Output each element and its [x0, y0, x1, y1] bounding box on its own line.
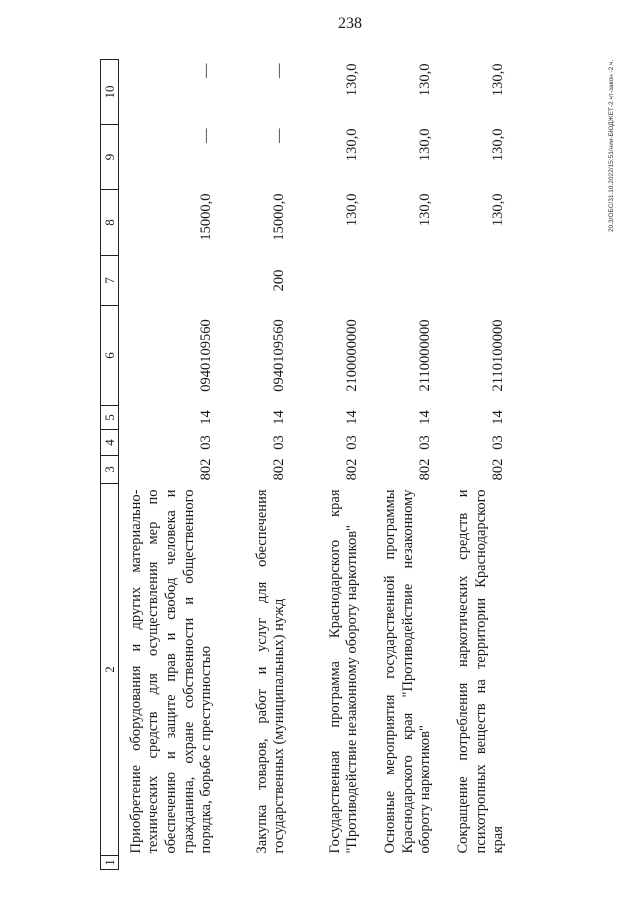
cell-rz: 03 [490, 435, 507, 450]
cell-sum-1: 130,0 [490, 193, 507, 227]
row-description: Закупка товаров, работ и услуг для обеспечения государственных (муниципальных) нужд [253, 489, 288, 854]
cell-vr [438, 256, 511, 306]
cell-sum-2: 130,0 [344, 128, 361, 162]
page-number: 238 [338, 15, 362, 32]
table-row [119, 60, 220, 870]
row-description: Сокращение потребления наркотических средств и психотропных веществ на территории Краснодарского края [454, 489, 507, 854]
cell-pr: 14 [198, 410, 215, 425]
cell-vr [292, 256, 365, 306]
cell-vr: 200 [271, 269, 288, 292]
cell-csr: 0940109560 [271, 319, 288, 392]
cell-sum-3: 130,0 [344, 63, 361, 97]
table-row [438, 60, 511, 870]
cell-sum-1: 15000,0 [198, 193, 215, 241]
cell-ved: 802 [198, 458, 215, 481]
cell-csr: 2100000000 [344, 319, 361, 392]
header-col-9: 9 [101, 125, 119, 190]
cell-ved: 802 [417, 458, 434, 481]
cell-rz: 03 [344, 435, 361, 450]
cell-ved: 802 [271, 458, 288, 481]
cell-sum-3: — [198, 63, 215, 78]
cell-rz: 03 [198, 435, 215, 450]
cell-pr: 14 [271, 410, 288, 425]
header-col-10: 10 [101, 60, 119, 125]
cell-ved: 802 [344, 458, 361, 481]
document-stamp: 20.3/ОБС/31.10.2022/15:51/нии-БЮДЖЕТ-2 чт-закон -2 ч. [608, 59, 615, 232]
header-col-7: 7 [101, 256, 119, 306]
cell-rz: 03 [417, 435, 434, 450]
column-number-header [101, 60, 119, 870]
row-description: Государственная программа Краснодарского края "Противодействие незаконному обороту наркотиков" [326, 489, 361, 854]
cell-ved: 802 [490, 458, 507, 481]
table-row [219, 60, 292, 870]
cell-sum-1: 130,0 [344, 193, 361, 227]
cell-vr [119, 256, 220, 306]
header-col-3: 3 [101, 456, 119, 484]
header-col-4: 4 [101, 430, 119, 456]
cell-csr: 2110100000 [490, 319, 507, 392]
cell-sum-3: 130,0 [417, 63, 434, 97]
cell-pr: 14 [417, 410, 434, 425]
cell-sum-1: 130,0 [417, 193, 434, 227]
header-col-8: 8 [101, 190, 119, 256]
cell-sum-2: — [198, 128, 215, 143]
cell-sum-3: — [271, 63, 288, 78]
header-col-1: 1 [101, 856, 119, 870]
row-description: Основные мероприятия государственной программы Краснодарского края "Противодействие незаконному обороту наркотиков" [381, 489, 434, 854]
budget-table [100, 59, 511, 870]
header-col-5: 5 [101, 406, 119, 430]
cell-sum-2: 130,0 [490, 128, 507, 162]
cell-csr: 2110000000 [417, 319, 434, 392]
cell-sum-2: 130,0 [417, 128, 434, 162]
cell-sum-3: 130,0 [490, 63, 507, 97]
cell-csr: 0940109560 [198, 319, 215, 392]
rotated-page-content [100, 60, 590, 870]
header-col-6: 6 [101, 306, 119, 406]
cell-sum-2: — [271, 128, 288, 143]
header-col-2: 2 [101, 484, 119, 856]
cell-pr: 14 [344, 410, 361, 425]
table-row [365, 60, 438, 870]
table-row [292, 60, 365, 870]
cell-sum-1: 15000,0 [271, 193, 288, 241]
cell-rz: 03 [271, 435, 288, 450]
row-description: Приобретение оборудования и других материально-технических средств для осуществления мер по обеспечению и защите прав и свобод человека и гражданина, охране собственности и общественного порядка, борьбе с преступностью [127, 489, 215, 854]
cell-pr: 14 [490, 410, 507, 425]
cell-vr [365, 256, 438, 306]
